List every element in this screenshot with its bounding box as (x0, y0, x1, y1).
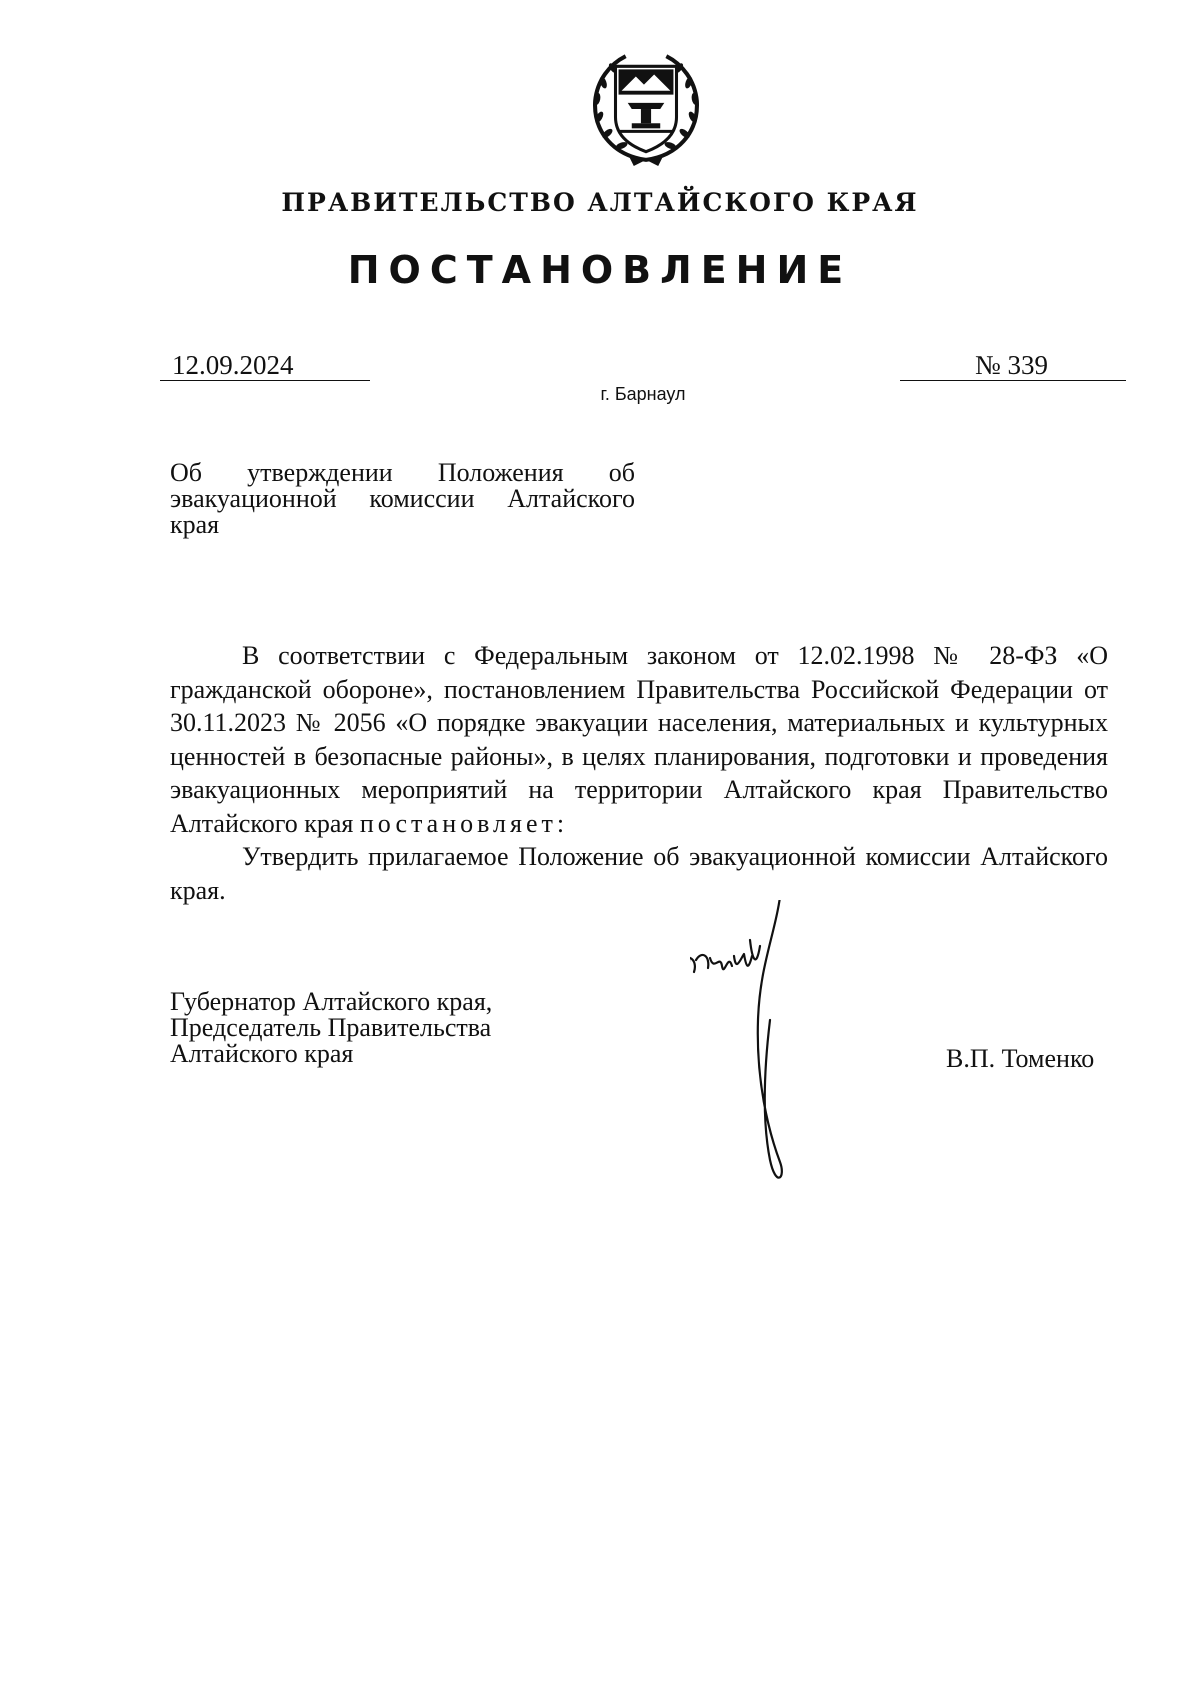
signatory-position-line: Председатель Правительства (170, 1013, 492, 1042)
body-paragraph (170, 639, 1108, 840)
coat-of-arms-icon (585, 46, 707, 168)
document-date: 12.09.2024 (160, 350, 370, 381)
organization-title: ПРАВИТЕЛЬСТВО АЛТАЙСКОГО КРАЯ (281, 188, 919, 217)
signature-icon (690, 900, 850, 1300)
document-subject: Об утверждении Положения об эвакуационной комиссии Алтайского края (170, 458, 635, 539)
signatory-name: В.П. Томенко (946, 1044, 1095, 1073)
body-paragraph-text: В соответствии с Федеральным законом от 12.02.1998 № 28-ФЗ «О гражданской обороне», постановлением Правительства Российской Федерации от 30.11.2023 № 2056 «О порядке эвакуации населения, материальных и культурных ценностей в безопасные районы», в целях планирования, подготовки и проведения эвакуационных мероприятий на территории Алтайского края Правительство Алтайского края (170, 641, 1108, 838)
signatory-position-line: Алтайского края (170, 1039, 354, 1068)
resolution-keyword: постановляет: (359, 808, 569, 838)
body-paragraph: Утвердить прилагаемое Положение об эвакуационной комиссии Алтайского края. (170, 842, 1108, 905)
signatory-position-line: Губернатор Алтайского края, (170, 987, 493, 1016)
signatory-position (170, 989, 590, 1067)
document-body (170, 639, 1108, 907)
document-number: № 339 (900, 350, 1126, 381)
issue-city: г. Барнаул (600, 384, 686, 404)
document-type-title: ПОСТАНОВЛЕНИЕ (347, 248, 853, 292)
